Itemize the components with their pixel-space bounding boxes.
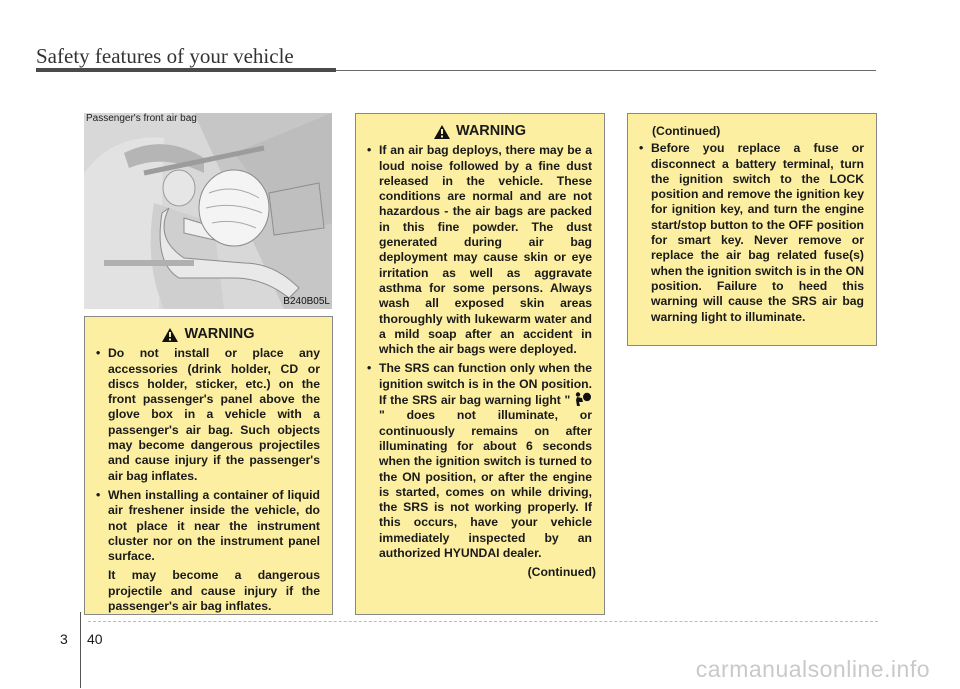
- header-rule: [36, 68, 336, 72]
- warning-triangle-icon: [162, 328, 178, 342]
- warning-item-text: When installing a container of liquid air freshener inside the vehicle, do not place it near the instrument cluster nor on the instrument panel surface.: [108, 487, 320, 564]
- warning-box-right: [627, 113, 877, 346]
- warning-item-text: If an air bag deploys, there may be a loud noise followed by a fine dust released in the vehicle. These conditions are normal and are not hazardous - the air bags are packed in this fine powder. The dust generated during air bag deployment may cause skin or eye irritation as well as aggravate asthma for some persons. Always wash all exposed skin areas thoroughly with lukewarm water and a mild soap after an accident in which the air bags were deployed.: [379, 143, 592, 357]
- warning-triangle-icon: [434, 125, 450, 139]
- continued-label: (Continued): [527, 565, 596, 580]
- warning-heading: [85, 327, 332, 342]
- watermark: carmanualsonline.info: [695, 656, 930, 682]
- warning-item-text: Before you replace a fuse or disconnect a battery terminal, turn the ignition switch to the LOCK position and remove the ignition key for ignition key, and turn the engine start/stop button to the OFF position for smart key. Never remove or replace the air bag related fuse(s) when the ignition switch is in the ON position. Failure to heed this warning will cause the SRS air bag warning light to illuminate.: [651, 141, 864, 324]
- warning-item: [95, 346, 320, 484]
- figure-caption: Passenger's front air bag: [86, 113, 197, 124]
- page-header-title: Safety features of your vehicle: [36, 44, 294, 68]
- warning-heading-text: WARNING: [455, 123, 527, 139]
- warning-item-text-start: The SRS can function only when the ignition switch is in the ON position. If the SRS air bag warning light ": [379, 361, 592, 408]
- warning-item: [95, 488, 320, 614]
- warning-heading: [356, 124, 604, 139]
- warning-item: [638, 141, 864, 325]
- airbag-illustration-drawing: [84, 113, 332, 309]
- warning-item-text: Do not install or place any accessories (drink holder, CD or discs holder, sticker, etc.) on the front passenger's panel above the glove box in a vehicle with a passenger's air bag. Such objects may become dangerous projectiles and cause injury if the passenger's air bag inflates.: [108, 346, 320, 483]
- warning-item: [366, 143, 592, 357]
- warning-box-left: [84, 316, 333, 615]
- header-rule-thin: [336, 70, 876, 71]
- warning-item: [366, 361, 592, 561]
- airbag-illustration: [84, 113, 332, 309]
- continued-label: (Continued): [652, 124, 721, 138]
- figure-code: B240B05L: [283, 296, 330, 307]
- warning-box-middle: [355, 113, 605, 615]
- footer-divider: [80, 612, 81, 688]
- footer-rule: [88, 621, 878, 622]
- section-number: 3: [60, 631, 68, 647]
- warning-item-text-end: " does not illuminate, or continuously remains on after illuminating for about 6 seconds when the ignition switch is turned to the ON position, or after the engine is started, comes on while driving, the SRS is not working properly. If this occurs, have your vehicle immediately inspected by an authorized HYUNDAI dealer.: [379, 408, 592, 561]
- airbag-indicator-icon: [574, 392, 592, 406]
- page-number: 40: [87, 631, 103, 647]
- warning-heading-text: WARNING: [184, 326, 255, 342]
- warning-extra-paragraph: It may become a dangerous projectile and cause injury if the passenger's air bag inflates.: [108, 568, 320, 614]
